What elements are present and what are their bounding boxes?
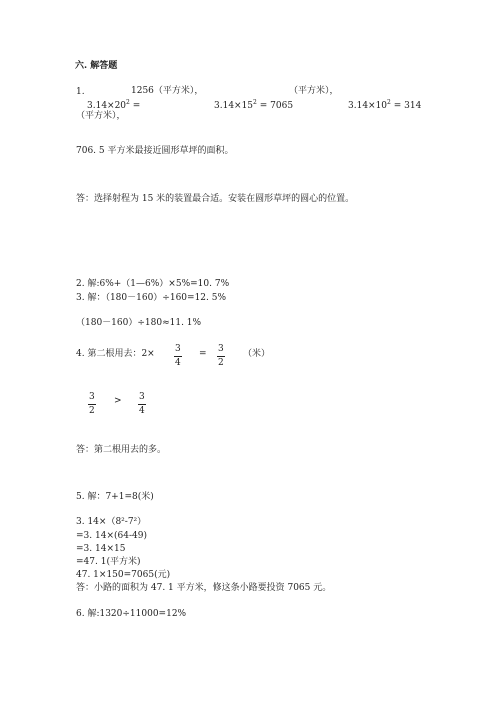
q5-line5: =47. 1(平方米) xyxy=(76,557,141,567)
q3-solution-line2: （180－160）÷180≈11. 1% xyxy=(76,318,202,328)
q4-compare-right-numerator: 3 xyxy=(139,392,145,402)
q1-expr-b-base: 3.14×15 xyxy=(214,101,254,111)
q1-answer: 答：选择射程为 15 米的装置最合适。安装在圆形草坪的圆心的位置。 xyxy=(76,194,355,204)
q4-fraction-1-denominator: 4 xyxy=(175,358,181,368)
q6-solution: 6. 解:1320÷11000=12% xyxy=(76,609,187,619)
q1-expr-a-result: = xyxy=(132,101,141,111)
q5-answer: 答：小路的面积为 47. 1 平方米，修这条小路要投资 7065 元。 xyxy=(76,583,332,593)
q1-expr-a-base: 3.14×20 xyxy=(87,101,127,111)
fraction-bar xyxy=(88,404,96,405)
q5-line3: =3. 14×(64-49) xyxy=(76,531,147,541)
q2-solution: 2. 解:6%+（1—6%）×5%=10. 7% xyxy=(76,279,230,289)
q4-fraction-1-numerator: 3 xyxy=(175,344,181,354)
q5-line2: 3. 14×（8²-7²） xyxy=(76,517,147,527)
q4-fraction-2 xyxy=(217,345,225,368)
q5-line1: 5. 解：7+1=8(米) xyxy=(76,492,154,502)
q1-conclusion: 706. 5 平方米最接近圆形草坪的面积。 xyxy=(76,146,234,156)
q1-expr-b-exponent: 2 xyxy=(253,99,257,106)
q4-compare-left xyxy=(88,393,96,416)
q4-prefix: 4. 第二根用去：2× xyxy=(76,349,155,359)
q4-fraction-2-denominator: 2 xyxy=(218,358,224,368)
fraction-bar xyxy=(174,356,182,357)
q1-expr-c xyxy=(348,100,421,111)
q1-expr-b xyxy=(214,100,293,111)
q4-fraction-2-numerator: 3 xyxy=(218,344,224,354)
section-title: 六. 解答题 xyxy=(75,61,118,71)
fraction-bar xyxy=(217,356,225,357)
q4-fraction-1 xyxy=(174,345,182,368)
q4-compare-sign: > xyxy=(114,396,122,406)
q1-expr-a xyxy=(87,100,140,111)
q4-compare-right-denominator: 4 xyxy=(139,406,145,416)
q5-line6: 47. 1×150=7065(元) xyxy=(76,570,171,580)
q1-expr-c-result: = 314 xyxy=(393,101,422,111)
q4-compare-right xyxy=(138,393,146,416)
q4-answer: 答：第二根用去的多。 xyxy=(76,445,167,455)
q1-expr-a-exponent: 2 xyxy=(126,99,130,106)
q1-unit-b: （平方米）， xyxy=(289,86,339,96)
q1-expr-c-base: 3.14×10 xyxy=(348,101,388,111)
q4-compare-left-denominator: 2 xyxy=(89,406,95,416)
q1-expr-b-result: = 7065 xyxy=(259,101,294,111)
q4-compare-left-numerator: 3 xyxy=(89,392,95,402)
q3-solution-line1: 3. 解：（180－160）÷160=12. 5% xyxy=(76,293,227,303)
q5-line4: =3. 14×15 xyxy=(76,544,126,554)
q1-unit-c: （平方米）， xyxy=(76,111,126,121)
q1-value-a: 1256（平方米）， xyxy=(131,86,204,96)
q1-expr-c-exponent: 2 xyxy=(387,99,391,106)
q4-equals: = xyxy=(199,349,207,359)
q4-unit: （米） xyxy=(243,349,271,359)
q1-number: 1. xyxy=(76,87,85,97)
fraction-bar xyxy=(138,404,146,405)
